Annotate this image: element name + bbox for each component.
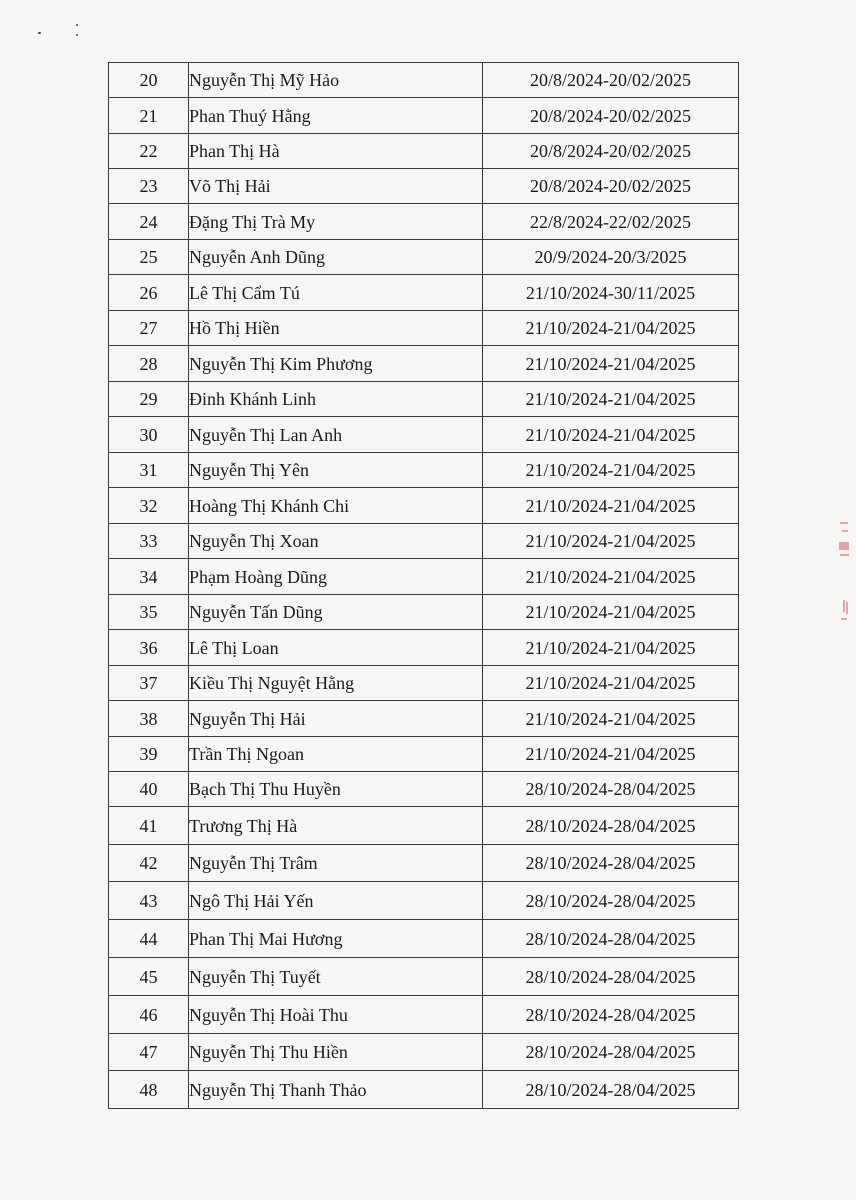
date-range: 20/8/2024-20/02/2025 — [483, 98, 739, 134]
date-range: 28/10/2024-28/04/2025 — [483, 920, 739, 958]
table-row — [109, 169, 739, 204]
date-range: 21/10/2024-21/04/2025 — [483, 488, 739, 524]
table-row — [109, 453, 739, 488]
table-row — [109, 920, 739, 958]
date-range: 21/10/2024-21/04/2025 — [483, 346, 739, 382]
table-row — [109, 559, 739, 595]
person-name: Đặng Thị Trà My — [189, 204, 483, 240]
table-row — [109, 807, 739, 845]
row-number: 27 — [109, 311, 189, 346]
date-range: 28/10/2024-28/04/2025 — [483, 1071, 739, 1109]
table-row — [109, 595, 739, 630]
person-name: Nguyễn Thị Yên — [189, 453, 483, 488]
person-name: Nguyễn Anh Dũng — [189, 240, 483, 275]
person-name: Nguyễn Thị Xoan — [189, 524, 483, 559]
date-range: 28/10/2024-28/04/2025 — [483, 996, 739, 1034]
date-range: 28/10/2024-28/04/2025 — [483, 845, 739, 882]
person-name: Nguyễn Thị Hải — [189, 701, 483, 737]
table-row — [109, 275, 739, 311]
row-number: 26 — [109, 275, 189, 311]
person-name: Nguyễn Thị Thanh Thảo — [189, 1071, 483, 1109]
row-number: 47 — [109, 1034, 189, 1071]
person-name: Lê Thị Cẩm Tú — [189, 275, 483, 311]
row-number: 40 — [109, 772, 189, 807]
table-row — [109, 630, 739, 666]
person-name: Hoàng Thị Khánh Chi — [189, 488, 483, 524]
table-row — [109, 204, 739, 240]
date-range: 28/10/2024-28/04/2025 — [483, 882, 739, 920]
date-range: 21/10/2024-21/04/2025 — [483, 630, 739, 666]
row-number: 46 — [109, 996, 189, 1034]
table-row — [109, 98, 739, 134]
row-number: 34 — [109, 559, 189, 595]
table-row — [109, 311, 739, 346]
row-number: 33 — [109, 524, 189, 559]
date-range: 20/8/2024-20/02/2025 — [483, 134, 739, 169]
table-row — [109, 701, 739, 737]
person-name: Phan Thị Mai Hương — [189, 920, 483, 958]
person-name: Kiều Thị Nguyệt Hằng — [189, 666, 483, 701]
row-number: 37 — [109, 666, 189, 701]
scan-specks — [36, 22, 86, 42]
person-name: Phạm Hoàng Dũng — [189, 559, 483, 595]
roster-table — [108, 62, 739, 1109]
person-name: Nguyễn Thị Trâm — [189, 845, 483, 882]
date-range: 28/10/2024-28/04/2025 — [483, 1034, 739, 1071]
row-number: 23 — [109, 169, 189, 204]
roster-table-body — [109, 63, 739, 1109]
person-name: Nguyễn Thị Mỹ Hảo — [189, 63, 483, 98]
table-row — [109, 417, 739, 453]
table-row — [109, 666, 739, 701]
row-number: 20 — [109, 63, 189, 98]
person-name: Lê Thị Loan — [189, 630, 483, 666]
date-range: 21/10/2024-21/04/2025 — [483, 382, 739, 417]
person-name: Võ Thị Hải — [189, 169, 483, 204]
person-name: Nguyễn Thị Tuyết — [189, 958, 483, 996]
date-range: 21/10/2024-21/04/2025 — [483, 524, 739, 559]
person-name: Hồ Thị Hiền — [189, 311, 483, 346]
red-stamp-fragment — [836, 520, 854, 670]
row-number: 32 — [109, 488, 189, 524]
person-name: Đinh Khánh Linh — [189, 382, 483, 417]
table-row — [109, 63, 739, 98]
date-range: 28/10/2024-28/04/2025 — [483, 807, 739, 845]
row-number: 48 — [109, 1071, 189, 1109]
table-row — [109, 134, 739, 169]
date-range: 20/8/2024-20/02/2025 — [483, 169, 739, 204]
row-number: 38 — [109, 701, 189, 737]
person-name: Nguyễn Thị Hoài Thu — [189, 996, 483, 1034]
date-range: 28/10/2024-28/04/2025 — [483, 772, 739, 807]
row-number: 39 — [109, 737, 189, 772]
date-range: 21/10/2024-21/04/2025 — [483, 559, 739, 595]
row-number: 25 — [109, 240, 189, 275]
table-row — [109, 737, 739, 772]
table-row — [109, 1034, 739, 1071]
row-number: 35 — [109, 595, 189, 630]
date-range: 21/10/2024-21/04/2025 — [483, 453, 739, 488]
table-row — [109, 845, 739, 882]
row-number: 41 — [109, 807, 189, 845]
table-row — [109, 488, 739, 524]
date-range: 21/10/2024-21/04/2025 — [483, 701, 739, 737]
person-name: Nguyễn Thị Lan Anh — [189, 417, 483, 453]
person-name: Bạch Thị Thu Huyền — [189, 772, 483, 807]
date-range: 28/10/2024-28/04/2025 — [483, 958, 739, 996]
person-name: Ngô Thị Hải Yến — [189, 882, 483, 920]
row-number: 29 — [109, 382, 189, 417]
date-range: 21/10/2024-21/04/2025 — [483, 417, 739, 453]
date-range: 21/10/2024-21/04/2025 — [483, 737, 739, 772]
table-row — [109, 772, 739, 807]
row-number: 44 — [109, 920, 189, 958]
person-name: Nguyễn Tấn Dũng — [189, 595, 483, 630]
date-range: 20/9/2024-20/3/2025 — [483, 240, 739, 275]
date-range: 21/10/2024-21/04/2025 — [483, 595, 739, 630]
row-number: 22 — [109, 134, 189, 169]
row-number: 24 — [109, 204, 189, 240]
table-row — [109, 996, 739, 1034]
person-name: Nguyễn Thị Thu Hiền — [189, 1034, 483, 1071]
person-name: Trương Thị Hà — [189, 807, 483, 845]
row-number: 36 — [109, 630, 189, 666]
row-number: 45 — [109, 958, 189, 996]
person-name: Phan Thuý Hằng — [189, 98, 483, 134]
table-row — [109, 1071, 739, 1109]
person-name: Phan Thị Hà — [189, 134, 483, 169]
date-range: 21/10/2024-21/04/2025 — [483, 311, 739, 346]
table-row — [109, 382, 739, 417]
date-range: 21/10/2024-30/11/2025 — [483, 275, 739, 311]
date-range: 20/8/2024-20/02/2025 — [483, 63, 739, 98]
table-row — [109, 882, 739, 920]
row-number: 30 — [109, 417, 189, 453]
table-row — [109, 346, 739, 382]
row-number: 21 — [109, 98, 189, 134]
table-row — [109, 240, 739, 275]
person-name: Nguyễn Thị Kim Phương — [189, 346, 483, 382]
person-name: Trần Thị Ngoan — [189, 737, 483, 772]
table-row — [109, 958, 739, 996]
table-row — [109, 524, 739, 559]
row-number: 31 — [109, 453, 189, 488]
row-number: 28 — [109, 346, 189, 382]
date-range: 21/10/2024-21/04/2025 — [483, 666, 739, 701]
row-number: 42 — [109, 845, 189, 882]
row-number: 43 — [109, 882, 189, 920]
date-range: 22/8/2024-22/02/2025 — [483, 204, 739, 240]
